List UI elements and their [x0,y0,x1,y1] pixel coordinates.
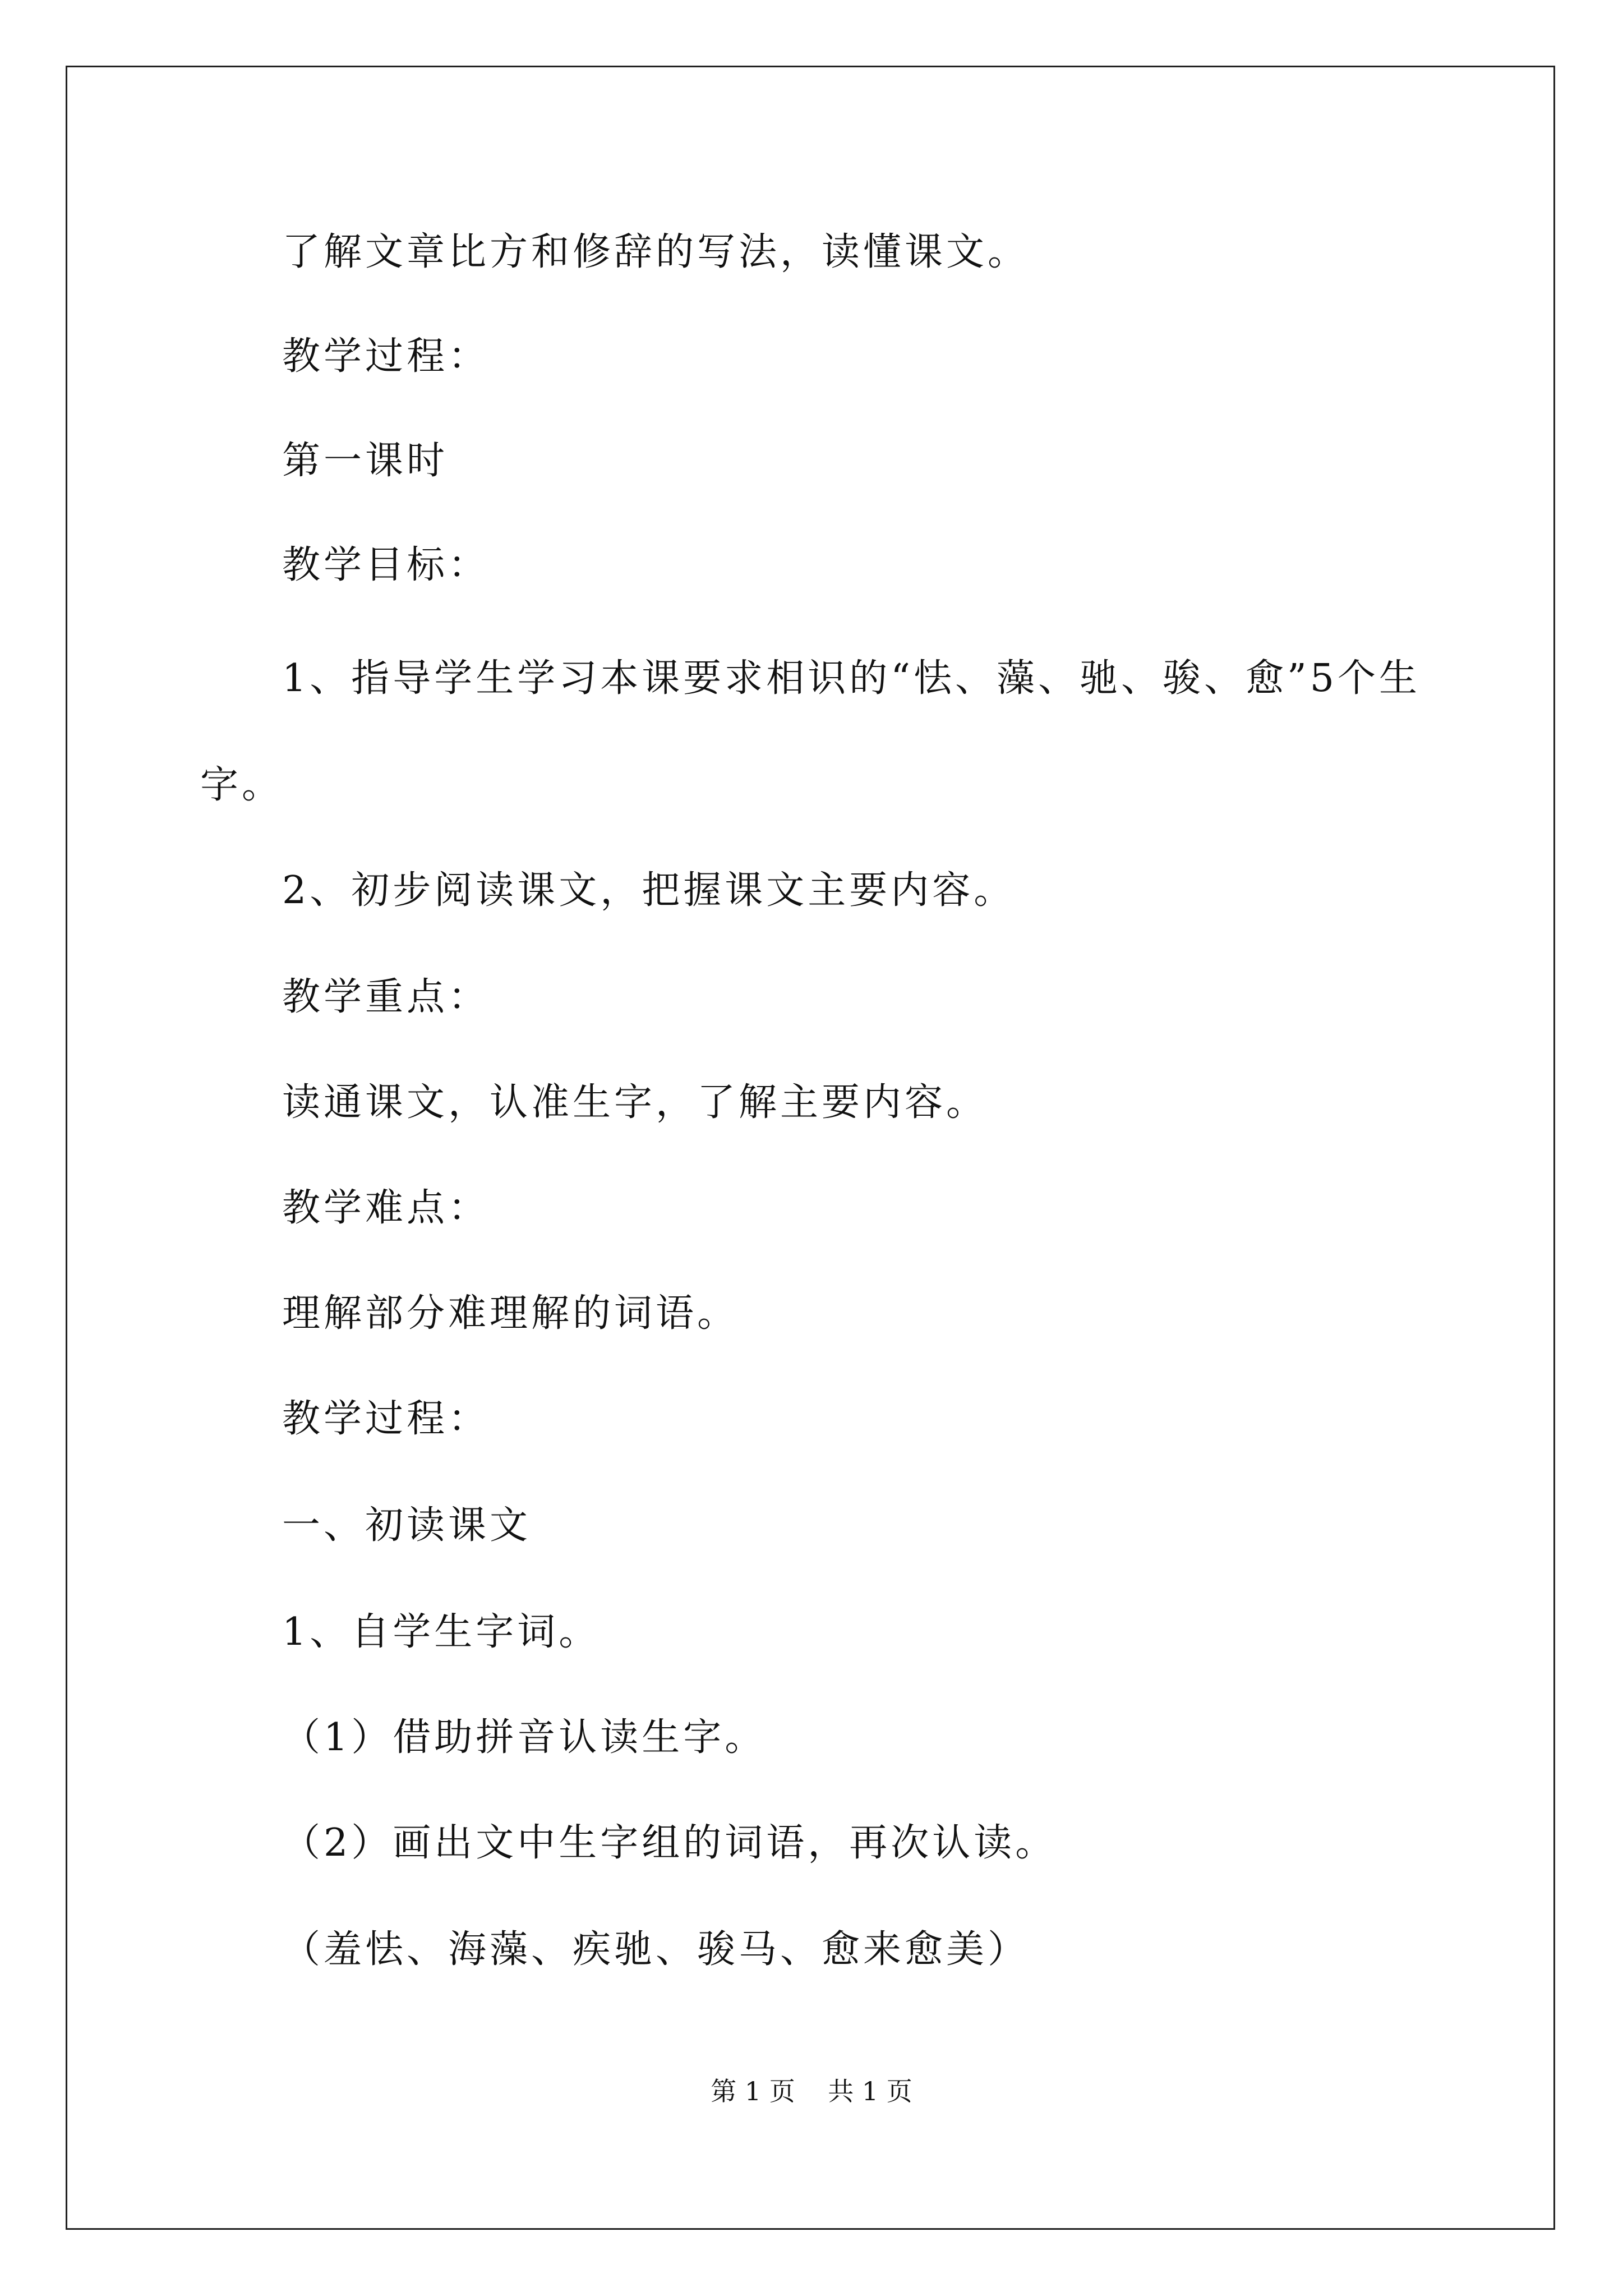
goal-item-1: 1、指导学生学习本课要求相识的“怯、藻、驰、骏、愈”5个生 [282,656,1421,701]
key-points-text: 读通课文，认准生字，了解主要内容。 [282,1080,988,1125]
heading-teaching-process-2: 教学过程： [282,1397,490,1441]
goal-item-2: 2、初步阅读课文，把握课文主要内容。 [282,868,1016,913]
heading-teaching-goals: 教学目标： [282,543,490,587]
heading-difficulties: 教学难点： [282,1186,490,1230]
goal-item-1-continued: 字。 [200,763,284,807]
heading-first-lesson: 第一课时 [282,439,449,483]
paragraph-line: 了解文章比方和修辞的写法，读懂课文。 [282,230,1030,274]
step-1-self-study: 1、自学生字词。 [282,1610,601,1654]
vocabulary-list: （羞怯、海藻、疾驰、骏马、愈来愈美） [282,1927,1030,1972]
page-number-footer: 第 1 页 共 1 页 [711,2076,912,2106]
section-first-reading: 一、初读课文 [282,1503,532,1548]
heading-key-points: 教学重点： [282,975,490,1019]
sub-step-2: （2）画出文中生字组的词语，再次认读。 [282,1821,1057,1865]
heading-teaching-process: 教学过程： [282,334,490,379]
sub-step-1: （1）借助拼音认读生字。 [282,1715,767,1760]
page-border [66,66,1555,2230]
difficulties-text: 理解部分难理解的词语。 [282,1291,739,1336]
